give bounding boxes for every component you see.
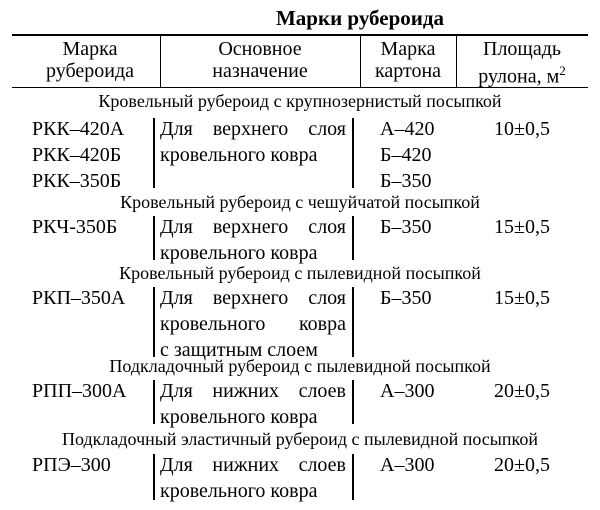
purpose-line: с защитным слоем <box>160 339 318 361</box>
purpose-bar <box>352 118 354 188</box>
purpose-cell <box>160 116 346 168</box>
header-area <box>456 38 588 88</box>
grade: РКП–350А <box>32 287 126 309</box>
grade-cell <box>32 378 126 404</box>
cardboard-cell <box>380 214 431 240</box>
grade: РПП–300А <box>32 380 127 402</box>
cardboard-cell <box>380 116 434 194</box>
purpose-bar <box>352 216 354 260</box>
header-cardboard-line1: Марка <box>380 38 436 60</box>
page-title: Марки рубероида <box>275 6 445 30</box>
header-grade-line2: рубероида <box>45 60 135 82</box>
cardboard-cell <box>380 378 434 404</box>
purpose-line: Для нижних слоев <box>160 380 346 402</box>
header-grade <box>30 38 150 82</box>
purpose-bar <box>352 454 354 500</box>
group-title: Кровельный рубероид с чешуйчатой посыпкой <box>120 192 480 212</box>
grade: РКК–420Б <box>32 144 122 166</box>
cardboard: Б–350 <box>380 216 432 238</box>
area-cell: 20±0,5 <box>494 454 550 476</box>
purpose-bar <box>352 287 354 357</box>
purpose-line: Для верхнего слоя <box>160 287 346 309</box>
header-area-line2: рулона, $м^2$ <box>478 63 566 88</box>
grade-cell <box>32 452 111 478</box>
cardboard-cell <box>380 285 431 311</box>
purpose-bar <box>153 454 155 500</box>
grade-cell <box>32 214 117 240</box>
purpose-cell <box>160 214 346 266</box>
purpose-bar <box>153 380 155 424</box>
purpose-cell <box>160 452 346 504</box>
group-title: Кровельный рубероид с крупнозернистый посыпкой <box>98 91 502 111</box>
area-cell: 15±0,5 <box>494 216 550 238</box>
purpose-line: кровельного ковра <box>160 313 346 335</box>
grade: РКК–350Б <box>32 170 122 192</box>
purpose-bar <box>153 118 155 188</box>
cardboard: А–300 <box>380 380 435 402</box>
purpose-line: кровельного ковра <box>160 406 318 428</box>
header-area-line1: Площадь <box>483 38 561 60</box>
purpose-cell <box>160 378 346 430</box>
header-cardboard <box>360 38 456 82</box>
purpose-line: кровельного ковра <box>160 242 318 264</box>
cardboard-cell <box>380 452 434 478</box>
purpose-bar <box>352 380 354 424</box>
grade-cell <box>32 116 124 194</box>
area-cell: 20±0,5 <box>494 380 550 402</box>
cardboard: А–420 <box>380 118 435 140</box>
table-top-rule <box>12 34 588 36</box>
grade: РКЧ-350Б <box>32 216 118 238</box>
cardboard: А–300 <box>380 454 435 476</box>
cardboard: Б–350 <box>380 287 432 309</box>
group-title: Кровельный рубероид с пылевидной посыпкой <box>119 263 481 283</box>
grade: РПЭ–300 <box>32 454 111 476</box>
header-purpose-line2: назначение <box>212 60 308 82</box>
header-cardboard-line2: картона <box>374 60 442 82</box>
purpose-line: кровельного ковра <box>160 480 318 502</box>
grade: РКК–420А <box>32 118 125 140</box>
purpose-line: кровельного ковра <box>160 144 318 166</box>
group-title: Подкладочный эластичный рубероид с пылевидной посыпкой <box>62 429 538 449</box>
cardboard: Б–420 <box>380 144 432 166</box>
grade-cell <box>32 285 125 311</box>
purpose-cell <box>160 285 346 363</box>
area-cell: 10±0,5 <box>494 118 550 140</box>
header-area-sup: 2 <box>559 63 566 78</box>
purpose-bar <box>153 287 155 357</box>
purpose-line: Для верхнего слоя <box>160 118 346 140</box>
purpose-line: Для нижних слоев <box>160 454 346 476</box>
purpose-bar <box>153 216 155 260</box>
purpose-line: Для верхнего слоя <box>160 216 346 238</box>
area-cell: 15±0,5 <box>494 287 550 309</box>
header-purpose-line1: Основное <box>218 38 302 60</box>
header-purpose <box>160 38 360 82</box>
header-grade-line1: Марка <box>62 38 118 60</box>
group-title: Подкладочный рубероид с пылевидной посыпкой <box>109 356 491 376</box>
cardboard: Б–350 <box>380 170 432 192</box>
